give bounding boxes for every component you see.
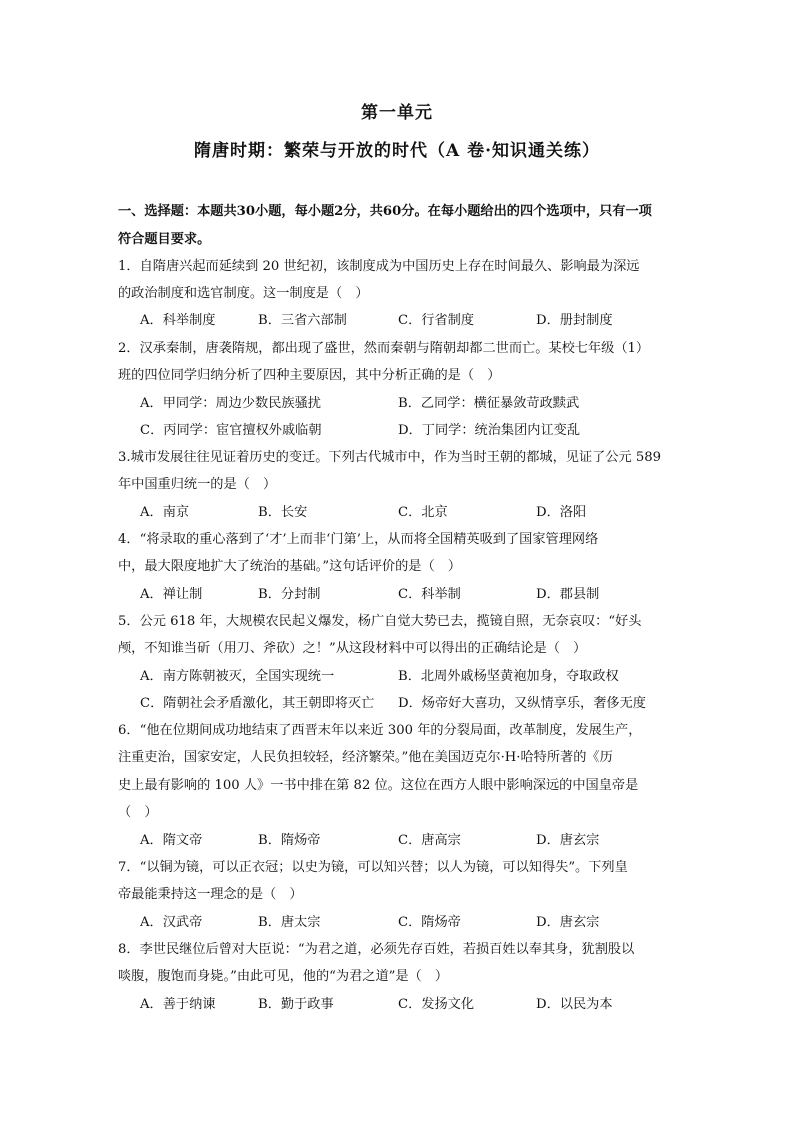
question-1-option-a: A．科举制度 — [140, 313, 216, 328]
question-4-option-d: D．郡县制 — [536, 587, 600, 602]
question-6-line-3: 史上最有影响的 100 人》一书中排在第 82 位。这位在西方人眼中影响深远的中国皇帝是 — [118, 778, 639, 793]
question-1-option-c: C．行省制度 — [398, 313, 475, 328]
section-heading: 一、选择题：本题共30小题，每小题2分，共60分。在每小题给出的四个选项中，只有一项 — [118, 204, 652, 219]
question-6-line-2: 注重吏治，国家安定，人民负担较轻，经济繁荣。”他在美国迈克尔·H·哈特所著的《历 — [118, 750, 613, 765]
question-5-option-b: B．北周外戚杨坚黄袍加身，夺取政权 — [398, 669, 619, 684]
question-7-line-1: 7．“以铜为镜，可以正衣冠；以史为镜，可以知兴替；以人为镜，可以知得失”。下列皇 — [118, 860, 628, 875]
question-7-option-d: D．唐玄宗 — [536, 915, 600, 930]
question-7-option-a: A．汉武帝 — [140, 915, 203, 930]
question-6-line-4: （ ） — [118, 805, 158, 820]
question-5-option-a: A．南方陈朝被灭，全国实现统一 — [140, 669, 335, 684]
question-3-option-a: A．南京 — [140, 505, 190, 520]
question-4-option-c: C．科举制 — [398, 587, 461, 602]
question-8-line-2: 啖腹，腹饱而身毙。”由此可见，他的“为君之道”是（ ） — [118, 969, 449, 984]
question-2-line-2: 班的四位同学归纳分析了四种主要原因，其中分析正确的是（ ） — [118, 368, 501, 383]
question-3-option-d: D．洛阳 — [536, 505, 587, 520]
question-1-line-2: 的政治制度和选官制度。这一制度是（ ） — [118, 286, 369, 301]
question-7-line-2: 帝最能秉持这一理念的是（ ） — [118, 887, 303, 902]
question-3-line-1: 3.城市发展往往见证着历史的变迁。下列古代城市中，作为当时王朝的都城，见证了公元 589 — [118, 450, 662, 465]
question-6-option-c: C．唐高宗 — [398, 833, 461, 848]
question-5-option-c: C．隋朝社会矛盾激化，其王朝即将灭亡 — [140, 696, 375, 711]
question-1-option-b: B．三省六部制 — [258, 313, 347, 328]
question-4-line-1: 4．“将录取的重心落到了‘才’上而非‘门第’上，从而将全国精英吸到了国家管理网络 — [118, 532, 599, 547]
question-4-option-a: A．禅让制 — [140, 587, 203, 602]
question-5-line-2: 颅，不知谁当斫（用刀、斧砍）之！”从这段材料中可以得出的正确结论是（ ） — [118, 641, 587, 656]
section-heading-cont: 符合题目要求。 — [118, 232, 211, 247]
question-8-line-1: 8．李世民继位后曾对大臣说：“为君之道，必须先存百姓，若损百姓以奉其身，犹割股以 — [118, 942, 635, 957]
question-8-option-d: D．以民为本 — [536, 997, 613, 1012]
question-6-line-1: 6．“他在位期间成功地结束了西晋末年以来近 300 年的分裂局面，改革制度，发展生产， — [118, 723, 642, 738]
question-8-option-a: A．善于纳谏 — [140, 997, 216, 1012]
question-7-option-c: C．隋炀帝 — [398, 915, 461, 930]
question-3-line-2: 年中国重归统一的是（ ） — [118, 477, 277, 492]
question-2-line-1: 2．汉承秦制，唐袭隋规，都出现了盛世，然而秦朝与隋朝却都二世而亡。某校七年级（1） — [118, 341, 650, 356]
question-5-line-1: 5．公元 618 年，大规模农民起义爆发，杨广自觉大势已去，揽镜自照，无奈哀叹：“好头 — [118, 614, 642, 629]
question-2-option-a: A．甲同学：周边少数民族骚扰 — [140, 396, 321, 411]
question-6-option-a: A．隋文帝 — [140, 833, 203, 848]
question-1-line-1: 1．自隋唐兴起而延续到 20 世纪初，该制度成为中国历史上存在时间最久、影响最为深远 — [118, 259, 640, 274]
question-8-option-c: C．发扬文化 — [398, 997, 475, 1012]
question-4-option-b: B．分封制 — [258, 587, 321, 602]
unit-subtitle: 隋唐时期：繁荣与开放的时代（A 卷·知识通关练） — [193, 141, 601, 161]
question-6-option-b: B．隋炀帝 — [258, 833, 321, 848]
question-3-option-c: C．北京 — [398, 505, 448, 520]
question-6-option-d: D．唐玄宗 — [536, 833, 600, 848]
question-1-option-d: D．册封制度 — [536, 313, 613, 328]
question-2-option-b: B．乙同学：横征暴敛苛政黩武 — [398, 396, 580, 411]
question-8-option-b: B．勤于政事 — [258, 997, 334, 1012]
question-3-option-b: B．长安 — [258, 505, 308, 520]
unit-title: 第一单元 — [361, 103, 433, 123]
question-4-line-2: 中，最大限度地扩大了统治的基础。”这句话评价的是（ ） — [118, 559, 462, 574]
question-2-option-c: C．丙同学：宦官擅权外戚临朝 — [140, 423, 322, 438]
question-5-option-d: D．炀帝好大喜功，又纵情享乐，奢侈无度 — [398, 696, 646, 711]
question-7-option-b: B．唐太宗 — [258, 915, 321, 930]
question-2-option-d: D．丁同学：统治集团内讧变乱 — [398, 423, 581, 438]
